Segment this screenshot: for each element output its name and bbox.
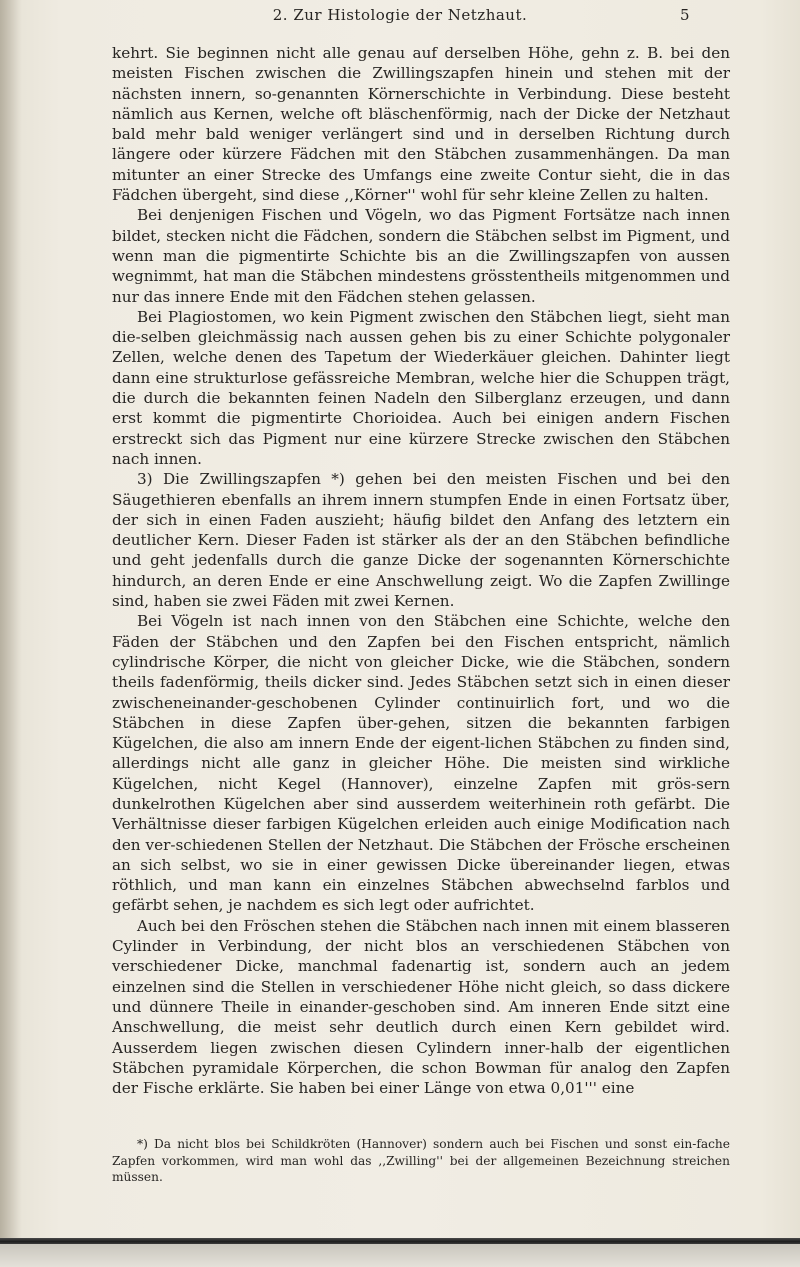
paragraph-2: Bei denjenigen Fischen und Vögeln, wo das Pigment Fortsätze nach innen bildet, stecken nicht die Fädchen, sondern die Stäbchen selbst im Pigment, und wenn man die pigmentirte Schichte bis an die Zwillingszapfen von aussen wegnimmt, hat man die Stäbchen mindestens grösstentheils mitgenommen und nur das innere Ende mit den Fädchen stehen gelassen. bbox=[112, 206, 730, 306]
paragraph-3: Bei Plagiostomen, wo kein Pigment zwischen den Stäbchen liegt, sieht man die-selben gleichmässig nach aussen gehen bis zu einer Schichte polygonaler Zellen, welche denen des Tapetum der Wiederkäuer gleichen. Dahinter liegt dann eine strukturlose gefässreiche Membran, welche hier die Schuppen trägt, die durch die bekannten feinen Nadeln den Silberglanz erzeugen, und dann erst kommt die pigmentirte Chorioidea. Auch bei einigen andern Fischen erstreckt sich das Pigment nur eine kürzere Strecke zwischen den Stäbchen nach innen. bbox=[112, 307, 730, 468]
footnote: *) Da nicht blos bei Schildkröten (Hannover) sondern auch bei Fischen und sonst ein-fache Zapfen vorkommen, wird man wohl das ,,Zwilling'' bei der allgemeinen Bezeichnung streichen müssen. bbox=[112, 1137, 730, 1184]
page-edge-band bbox=[0, 1244, 800, 1267]
paragraph-1: kehrt. Sie beginnen nicht alle genau auf derselben Höhe, gehn z. B. bei den meisten Fischen zwischen die Zwillingszapfen hinein und stehen mit der nächsten innern, so-genannten Körnerschichte in Verbindung. Diese besteht nämlich aus Kernen, welche oft bläschenförmig, nach der Dicke der Netzhaut bald mehr bald weniger verlängert sind und in derselben Richtung durch längere oder kürzere Fädchen mit den Stäbchen zusammenhängen. Da man mitunter an einer Strecke des Umfangs eine zweite Contur sieht, die in das Fädchen übergeht, sind diese ,,Körner'' wohl für sehr kleine Zellen zu halten. bbox=[112, 44, 730, 205]
paragraph-6: Auch bei den Fröschen stehen die Stäbchen nach innen mit einem blasseren Cylinder in Verbindung, der nicht blos an verschiedenen Stäbchen von verschiedener Dicke, manchmal fadenartig ist, sondern auch an jedem einzelnen sind die Stellen in verschiedener Höhe nicht gleich, so dass dickere und dünnere Theile in einander-geschoben sind. Am inneren Ende sitzt eine Anschwellung, die meist sehr deutlich durch einen Kern gebildet wird. Ausserdem liegen zwischen diesen Cylindern inner-halb der eigentlichen Stäbchen pyramidale Körperchen, die schon Bowman für analog den Zapfen der Fische erklärte. Sie haben bei einer Länge von etwa 0,01''' eine bbox=[112, 916, 730, 1098]
header-title: 2. Zur Histologie der Netzhaut. bbox=[272, 6, 528, 24]
paragraph-4: 3) Die Zwillingszapfen *) gehen bei den meisten Fischen und bei den Säugethieren ebenfalls an ihrem innern stumpfen Ende in einen Fortsatz über, der sich in einen Faden auszieht; häufig bildet den Anfang des letztern ein deutlicher Kern. Dieser Faden ist stärker als der an den Stäbchen befindliche und geht jedenfalls durch die ganze Dicke der sogenannten Körnerschichte hindurch, an deren Ende er eine Anschwellung zeigt. Wo die Zapfen Zwillinge sind, haben sie zwei Fäden mit zwei Kernen. bbox=[112, 470, 730, 611]
spine-shadow bbox=[0, 0, 22, 1267]
running-header bbox=[0, 4, 800, 30]
page-number: 5 bbox=[679, 6, 690, 24]
paragraph-5: Bei Vögeln ist nach innen von den Stäbchen eine Schichte, welche den Fäden der Stäbchen und den Zapfen bei den Fischen entspricht, nämlich cylindrische Körper, die nicht von gleicher Dicke, wie die Stäbchen, sondern theils fadenförmig, theils dicker sind. Jedes Stäbchen setzt sich in einen dieser zwischeneinander-geschobenen Cylinder continuirlich fort, und wo die Stäbchen in diese Zapfen über-gehen, sitzen die bekannten farbigen Kügelchen, die also am innern Ende der eigent-lichen Stäbchen zu finden sind, allerdings nicht alle ganz in gleicher Höhe. Die meisten sind wirkliche Kügelchen, nicht Kegel (Hannover), einzelne Zapfen mit grös-sern dunkelrothen Kügelchen aber sind ausserdem weiterhinein roth gefärbt. Die Verhältnisse dieser farbigen Kügelchen erleiden auch einige Modification nach den ver-schiedenen Stellen der Netzhaut. Die Stäbchen der Frösche erscheinen an sich selbst, wo sie in einer gewissen Dicke übereinander liegen, etwas röthlich, und man kann ein einzelnes Stäbchen abwechselnd farblos und gefärbt sehen, je nachdem es sich legt oder aufrichtet. bbox=[112, 612, 730, 915]
body-text bbox=[112, 43, 730, 1098]
